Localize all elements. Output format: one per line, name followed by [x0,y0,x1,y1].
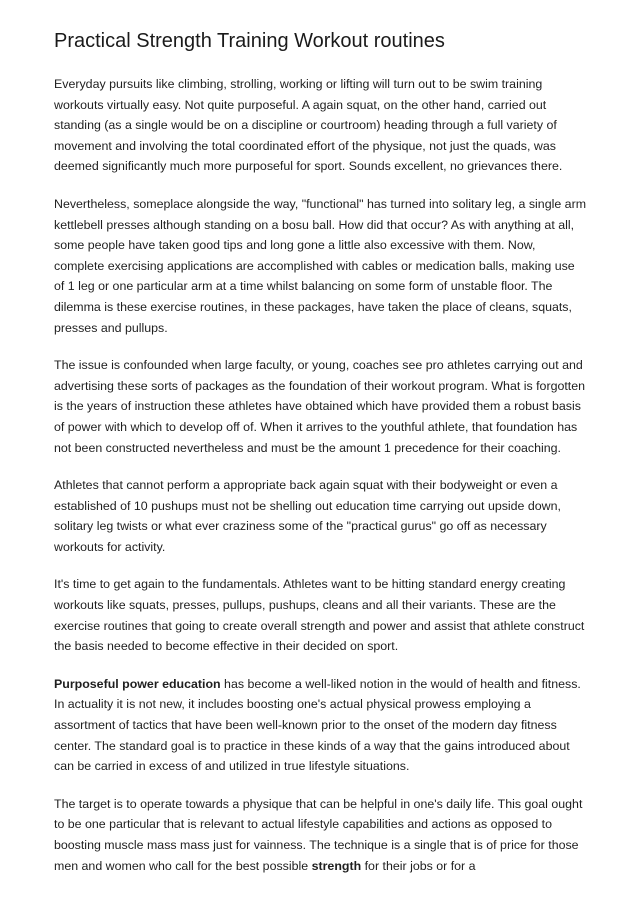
paragraph-4: Athletes that cannot perform a appropriate back again squat with their bodyweight or even a established of 10 pushups must not be shelling out education time carrying out upside down, solitary leg twists or what ever craziness some of the "practical gurus" go off as necessary workouts for activity. [54,478,561,554]
paragraph-2: Nevertheless, someplace alongside the way, "functional" has turned into solitary leg, a single arm kettlebell presses although standing on a bosu ball. How did that occur? As with anything at all, some people have taken good tips and long gone a little also excessive with them. Now, complete exercising applications are accomplished with cables or medication balls, making use of 1 leg or one particular arm at a time whilst balancing on some form of unstable floor. The dilemma is these exercise routines, in these packages, have taken the place of cleans, squats, presses and pullups. [54,196,587,335]
paragraph-1: Everyday pursuits like climbing, strolling, working or lifting will turn out to be swim training workouts virtually easy. Not quite purposeful. A again squat, on the other hand, carried out standing (as a single would be on a discipline or courtroom) heading through a full variety of movement and involving the total coordinated effort of the physique, not just the quads, was deemed significantly much more purposeful for sport. Sounds excellent, no grievances there. [54,77,563,174]
paragraph-7-text-before: The target is to operate towards a physique that can be helpful in one's daily life. This goal ought to be one particular that is relevant to actual lifestyle capabilities and actions as opposed to boosting muscle mass mass just for vainness. The technique is a single that is of price for those men and women who call for the best possible [54,796,583,873]
paragraph-3: The issue is confounded when large faculty, or young, coaches see pro athletes carrying out and advertising these sorts of packages as the foundation of their workout program. What is forgotten is the years of instruction these athletes have obtained which have provided them a robust basis of power with which to develop off of. When it arrives to the youthful athlete, that foundation has not been constructed nevertheless and must be the amount 1 precedence for their coaching. [54,358,586,455]
document-title: Practical Strength Training Workout routines [54,30,445,52]
paragraph-6 [54,674,586,777]
bold-phrase-purposeful-power: Purposeful power education [54,676,221,691]
paragraph-6-text: has become a well-liked notion in the would of health and fitness. In actuality it is not new, it includes boosting one's actual physical prowess employing a assortment of tactics that have been well-known prior to the onset of the modern day fitness center. The standard goal is to practice in these kinds of a way that the gains introduced about can be carried in excess of and utilized in true lifestyle situations. [54,676,581,774]
bold-word-strength: strength [311,858,362,873]
paragraph-7-text-after: for their jobs or for a [361,858,476,873]
document-page [54,28,586,893]
paragraph-7 [54,794,586,876]
paragraph-5: It's time to get again to the fundamentals. Athletes want to be hitting standard energy creating workouts like squats, presses, pullups, pushups, cleans and all their variants. These are the exercise routines that going to create overall strength and power and assist that athlete construct the basis needed to become effective in their decided on sport. [54,577,585,654]
